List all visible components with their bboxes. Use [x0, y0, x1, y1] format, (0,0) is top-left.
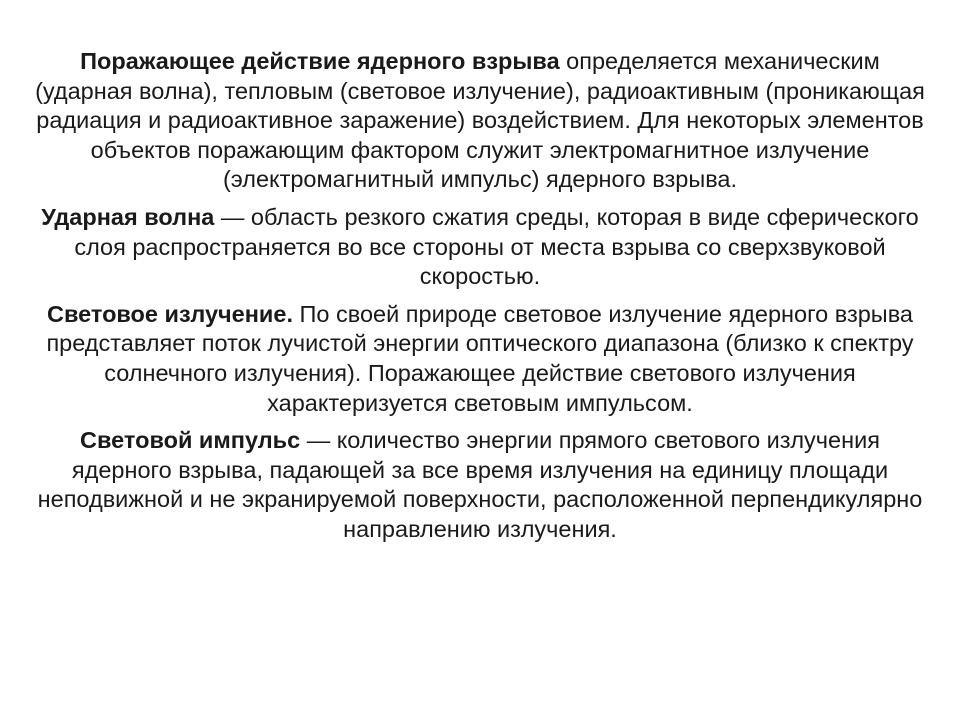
- term-shock-wave: Ударная волна: [41, 203, 215, 230]
- definition-light-impulse: — количество энергии прямого светового излучения ядерного взрыва, падающей за все время излучения на единицу площади неподвижной и не экранируемой поверхности, расположенной перпендикулярно направлению излучения.: [37, 427, 923, 542]
- paragraph-light-radiation: [30, 300, 930, 418]
- slide-text-body: [30, 47, 930, 553]
- paragraph-shock-wave: [30, 203, 930, 292]
- term-light-impulse: Световой импульс: [80, 427, 301, 454]
- definition-nuclear-damage: определяется механическим (ударная волна), тепловым (световое излучение), радиоактивным (проникающая радиация и радиоактивное заражение) воздействием. Для некоторых элементов объектов поражающим фактором служит электромагнитное излучение (электромагнитный импульс) ядерного взрыва.: [35, 48, 925, 193]
- definition-shock-wave: — область резкого сжатия среды, которая в виде сферического слоя распространяется во все стороны от места взрыва со сверхзвуковой скоростью.: [74, 203, 919, 290]
- term-light-radiation: Световое излучение.: [47, 300, 293, 327]
- paragraph-light-impulse: [30, 426, 930, 544]
- paragraph-nuclear-damage: [30, 47, 930, 195]
- definition-light-radiation: По своей природе световое излучение ядерного взрыва представляет поток лучистой энергии оптического диапазона (близко к спектру солнечного излучения). Поражающее действие светового излучения характеризуется световым импульсом.: [46, 300, 914, 416]
- term-nuclear-damage: Поражающее действие ядерного взрыва: [80, 48, 560, 74]
